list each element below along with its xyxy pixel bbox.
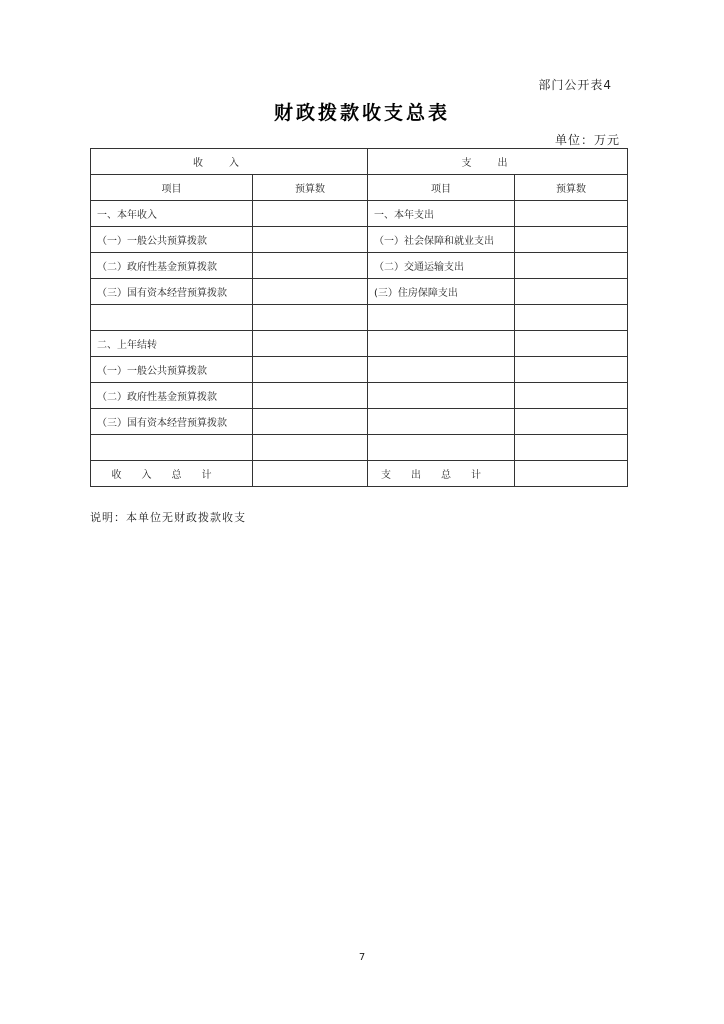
income-item-cell: [91, 305, 253, 331]
expense-item-cell: [368, 357, 515, 383]
expense-value-cell: [515, 435, 628, 461]
expense-value-cell: [515, 331, 628, 357]
income-item-cell: （三）国有资本经营预算拨款: [91, 279, 253, 305]
income-item-cell: [91, 435, 253, 461]
table-row: [91, 383, 628, 409]
income-item-cell: 一、本年收入: [91, 201, 253, 227]
table-row: [91, 279, 628, 305]
expense-value-cell: [515, 357, 628, 383]
income-value-cell: [253, 279, 368, 305]
income-value-cell: [253, 357, 368, 383]
income-total-value: [253, 461, 368, 487]
income-value-cell: [253, 435, 368, 461]
expense-section-header: 支出: [368, 149, 628, 175]
expense-value-cell: [515, 201, 628, 227]
expense-total-label: 支出总计: [368, 461, 515, 487]
table-row: [91, 227, 628, 253]
income-item-cell: （三）国有资本经营预算拨款: [91, 409, 253, 435]
income-item-cell: 二、上年结转: [91, 331, 253, 357]
income-value-cell: [253, 305, 368, 331]
income-item-column-header: 项目: [91, 175, 253, 201]
unit-label: 单位：万元: [554, 133, 620, 147]
income-value-cell: [253, 253, 368, 279]
table-row: [91, 201, 628, 227]
table-row: [91, 253, 628, 279]
form-number: 部门公开表4: [538, 78, 612, 92]
expense-item-cell: 一、本年支出: [368, 201, 515, 227]
income-value-cell: [253, 201, 368, 227]
expense-value-cell: [515, 279, 628, 305]
expense-item-cell: [368, 331, 515, 357]
expense-value-cell: [515, 253, 628, 279]
expense-item-column-header: 项目: [368, 175, 515, 201]
expense-value-cell: [515, 409, 628, 435]
income-item-cell: （一）一般公共预算拨款: [91, 227, 253, 253]
expense-item-cell: [368, 305, 515, 331]
income-item-cell: （二）政府性基金预算拨款: [91, 383, 253, 409]
expense-item-cell: [368, 435, 515, 461]
expense-value-cell: [515, 227, 628, 253]
table-row: [91, 435, 628, 461]
section-header-row: [91, 149, 628, 175]
page-number: 7: [358, 952, 366, 963]
table-row: [91, 357, 628, 383]
income-value-cell: [253, 331, 368, 357]
expense-budget-column-header: 预算数: [515, 175, 628, 201]
table-row: [91, 409, 628, 435]
income-item-cell: （二）政府性基金预算拨款: [91, 253, 253, 279]
table-row: [91, 331, 628, 357]
income-section-header: 收入: [91, 149, 368, 175]
expense-value-cell: [515, 305, 628, 331]
income-value-cell: [253, 409, 368, 435]
column-header-row: [91, 175, 628, 201]
expense-total-value: [515, 461, 628, 487]
table-row: [91, 305, 628, 331]
expense-item-cell: [368, 383, 515, 409]
expense-item-cell: (三）住房保障支出: [368, 279, 515, 305]
expense-item-cell: [368, 409, 515, 435]
income-value-cell: [253, 383, 368, 409]
income-total-label: 收入总计: [91, 461, 253, 487]
document-title: 财政拨款收支总表: [273, 102, 450, 124]
total-row: [91, 461, 628, 487]
expense-item-cell: （二）交通运输支出: [368, 253, 515, 279]
income-item-cell: （一）一般公共预算拨款: [91, 357, 253, 383]
expense-item-cell: （一）社会保障和就业支出: [368, 227, 515, 253]
budget-summary-table: [90, 148, 628, 487]
income-value-cell: [253, 227, 368, 253]
explanation-note: 说明：本单位无财政拨款收支: [90, 511, 246, 524]
income-budget-column-header: 预算数: [253, 175, 368, 201]
expense-value-cell: [515, 383, 628, 409]
